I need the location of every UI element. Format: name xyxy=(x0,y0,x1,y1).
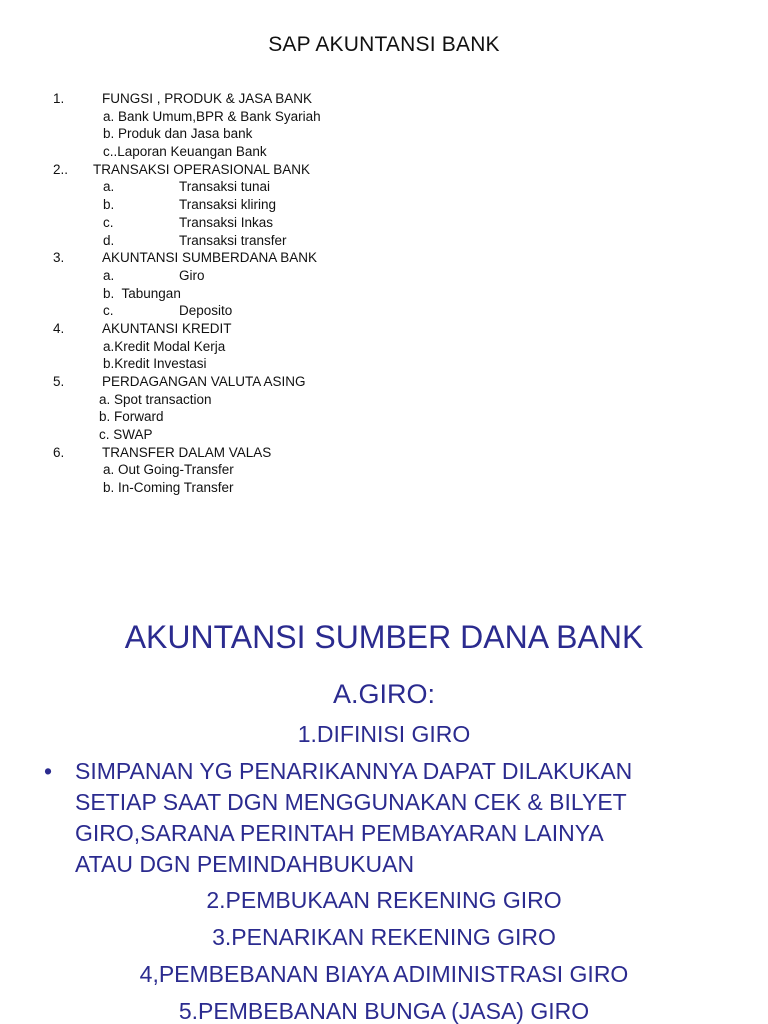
outline-item: Transaksi kliring xyxy=(179,197,277,213)
outline-subitem: b. In-Coming Transfer xyxy=(103,480,234,496)
outline-line xyxy=(0,267,768,285)
outline-line xyxy=(0,320,768,338)
outline-item: Deposito xyxy=(179,303,233,319)
outline-letter: a. xyxy=(103,267,115,283)
outline-heading: TRANSFER DALAM VALAS xyxy=(102,444,272,460)
outline-subitem: b.Kredit Investasi xyxy=(103,356,207,372)
outline-item: Transaksi tunai xyxy=(179,179,271,195)
outline-number: 1. xyxy=(53,91,65,106)
outline-line xyxy=(0,108,768,126)
outline-letter: a. xyxy=(103,179,115,195)
outline-line xyxy=(0,479,768,497)
syllabus-outline xyxy=(0,90,768,497)
outline-subitem: b. Produk dan Jasa bank xyxy=(103,126,253,142)
outline-letter: d. xyxy=(103,232,115,248)
outline-line xyxy=(0,391,768,409)
slide2-title: AKUNTANSI SUMBER DANA BANK xyxy=(124,619,644,655)
outline-line xyxy=(0,444,768,462)
outline-line xyxy=(0,355,768,373)
slide1-title: SAP AKUNTANSI BANK xyxy=(268,33,500,56)
outline-heading: AKUNTANSI KREDIT xyxy=(102,320,232,336)
outline-subitem: b. Tabungan xyxy=(103,285,181,301)
bullet-icon: • xyxy=(44,758,53,784)
outline-line xyxy=(0,249,768,267)
outline-subitem: c. SWAP xyxy=(99,427,153,443)
outline-subitem: a.Kredit Modal Kerja xyxy=(103,338,226,354)
outline-line xyxy=(0,196,768,214)
outline-number: 6. xyxy=(53,444,65,460)
bullet-line: SIMPANAN YG PENARIKANNYA DAPAT DILAKUKAN xyxy=(75,758,633,784)
outline-heading: AKUNTANSI SUMBERDANA BANK xyxy=(102,250,318,266)
slide2-subtitle: A.GIRO: xyxy=(332,679,435,709)
outline-line xyxy=(0,125,768,143)
outline-heading: FUNGSI , PRODUK & JASA BANK xyxy=(102,91,313,106)
outline-item: Transaksi Inkas xyxy=(179,214,274,230)
outline-line xyxy=(0,373,768,391)
outline-number: 5. xyxy=(53,374,65,389)
bullet-text xyxy=(75,756,755,880)
outline-subitem: a. Out Going-Transfer xyxy=(103,462,234,478)
outline-line xyxy=(0,408,768,426)
outline-letter: b. xyxy=(103,197,115,213)
outline-letter: c. xyxy=(103,303,114,319)
bullet-line: ATAU DGN PEMINDAHBUKUAN xyxy=(75,851,415,877)
section-item-3: 3.PENARIKAN REKENING GIRO xyxy=(212,924,556,950)
outline-number: 3. xyxy=(53,250,65,266)
outline-line xyxy=(0,214,768,232)
outline-subitem: c..Laporan Keuangan Bank xyxy=(103,144,267,160)
outline-subitem: a. Spot transaction xyxy=(99,391,212,407)
bullet-line: GIRO,SARANA PERINTAH PEMBAYARAN LAINYA xyxy=(75,820,604,846)
outline-line xyxy=(0,285,768,303)
bullet-line: SETIAP SAAT DGN MENGGUNAKAN CEK & BILYET xyxy=(75,789,627,815)
outline-heading: PERDAGANGAN VALUTA ASING xyxy=(102,374,306,389)
section-item-4: 4,PEMBEBANAN BIAYA ADIMINISTRASI GIRO xyxy=(139,961,629,987)
outline-subitem: b. Forward xyxy=(99,409,164,425)
outline-item: Giro xyxy=(179,267,205,283)
outline-letter: c. xyxy=(103,214,114,230)
outline-number: 2.. xyxy=(53,161,69,177)
outline-heading: TRANSAKSI OPERASIONAL BANK xyxy=(93,161,311,177)
outline-line xyxy=(0,178,768,196)
outline-number: 4. xyxy=(53,320,65,336)
section-item-5: 5.PEMBEBANAN BUNGA (JASA) GIRO xyxy=(178,998,590,1024)
section-item-1: 1.DIFINISI GIRO xyxy=(297,721,471,747)
outline-line xyxy=(0,232,768,250)
outline-line xyxy=(0,426,768,444)
outline-item: Transaksi transfer xyxy=(179,232,287,248)
outline-line xyxy=(0,338,768,356)
outline-subitem: a. Bank Umum,BPR & Bank Syariah xyxy=(103,108,321,124)
outline-line xyxy=(0,90,768,108)
outline-line xyxy=(0,461,768,479)
outline-line xyxy=(0,302,768,320)
outline-line xyxy=(0,161,768,179)
section-item-2: 2.PEMBUKAAN REKENING GIRO xyxy=(206,887,562,913)
outline-line xyxy=(0,143,768,161)
